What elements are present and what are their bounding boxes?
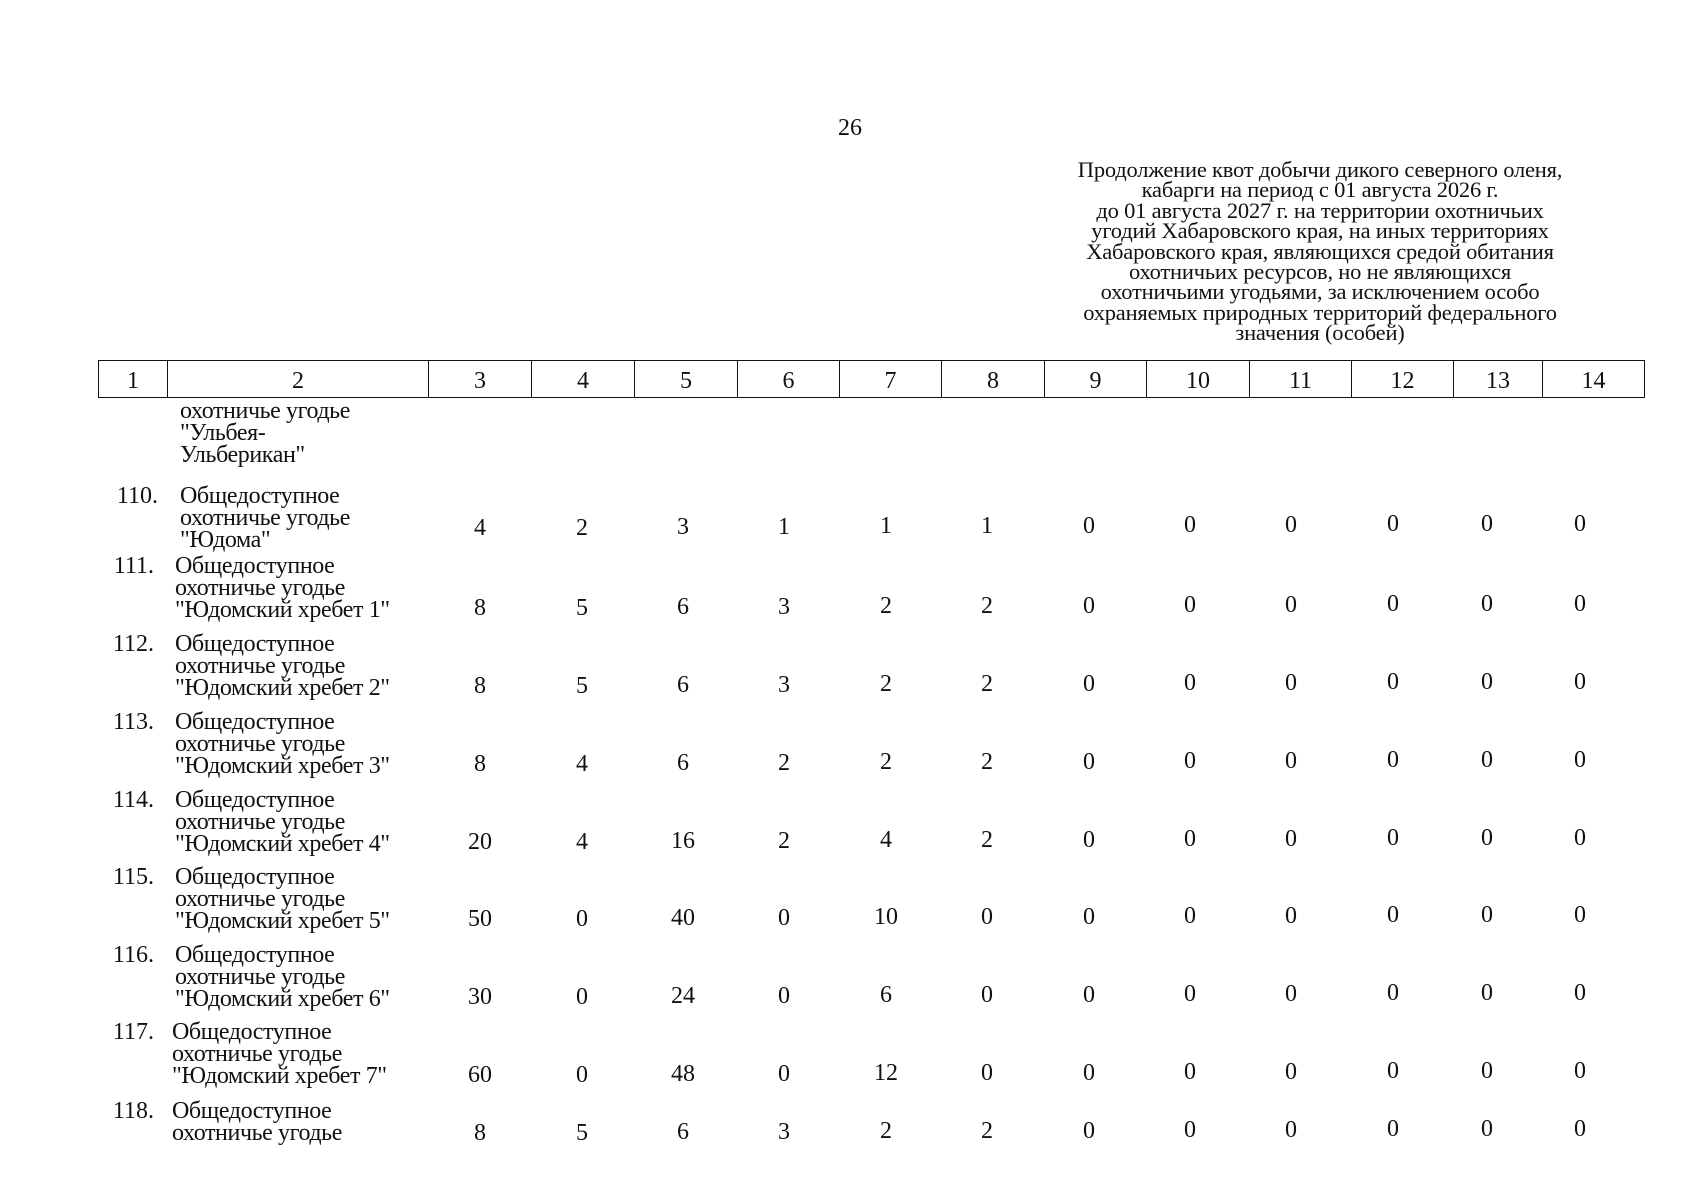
quota-cell-col-14: 0 [1574,979,1586,1006]
quota-cell-col-3: 20 [468,829,492,855]
row-number: 112. [112,631,154,657]
name-line: Общедоступное [172,1098,332,1124]
quota-cell-col-7: 1 [880,513,892,540]
quota-cell-col-9: 0 [1083,1117,1095,1144]
title-line: охотничьих ресурсов, но не являющихся [1128,259,1512,285]
quota-cell-col-7: 6 [880,982,892,1009]
quota-cell-col-7: 12 [874,1060,898,1087]
row-number: 118. [112,1098,154,1124]
quota-cell-col-5: 24 [671,983,695,1010]
quota-cell-col-13: 0 [1481,1116,1493,1142]
hunting-ground-name [180,400,440,466]
quota-cell-col-11: 0 [1285,511,1297,538]
quota-cell-col-7: 2 [880,749,892,776]
quota-cell-col-12: 0 [1387,980,1399,1007]
quota-cell-col-14: 0 [1574,901,1586,928]
quota-cell-col-9: 0 [1083,903,1095,930]
quota-cell-col-8: 2 [981,1118,993,1144]
name-line: охотничье угодье [175,964,345,990]
quota-cell-col-13: 0 [1481,902,1493,928]
quota-cell-col-14: 0 [1574,668,1586,695]
quota-cell-col-11: 0 [1285,902,1297,929]
hunting-ground-name [175,711,435,777]
quota-cell-col-14: 0 [1574,590,1586,617]
name-line: Общедоступное [175,631,335,657]
quota-cell-col-13: 0 [1481,747,1493,773]
quota-cell-col-10: 0 [1184,826,1196,853]
quota-cell-col-11: 0 [1285,980,1297,1007]
name-line: Ульберикан" [180,442,305,468]
quota-cell-col-11: 0 [1285,591,1297,618]
title-line: охраняемых природных территорий федерального [1083,299,1557,325]
quota-cell-col-3: 4 [474,515,486,541]
name-line: охотничье угодье [175,653,345,679]
quota-cell-col-7: 4 [880,827,892,854]
quota-cell-col-10: 0 [1184,981,1196,1008]
column-header-9: 9 [1045,361,1147,398]
quota-cell-col-8: 2 [981,749,993,775]
row-number: 115. [112,864,154,890]
column-header-10: 10 [1147,361,1250,398]
quota-cell-col-7: 2 [880,593,892,620]
quota-cell-col-10: 0 [1184,592,1196,619]
quota-cell-col-13: 0 [1481,591,1493,617]
quota-cell-col-4: 2 [576,514,588,541]
name-line: "Ульбея- [180,420,266,446]
name-line: "Юдомский хребет 7" [172,1063,387,1089]
quota-cell-col-10: 0 [1184,670,1196,697]
row-number: 116. [112,942,154,968]
name-line: Общедоступное [172,1019,332,1045]
column-header-6: 6 [738,361,840,398]
quota-cell-col-3: 8 [474,1120,486,1146]
name-line: охотничье угодье [180,505,350,531]
quota-cell-col-13: 0 [1481,1058,1493,1084]
name-line: "Юдома" [180,527,271,553]
title-line: Хабаровского края, являющихся средой обитания [1086,238,1554,264]
quota-cell-col-9: 0 [1083,1059,1095,1086]
name-line: "Юдомский хребет 5" [175,908,390,934]
quota-cell-col-14: 0 [1574,510,1586,537]
column-header-8: 8 [942,361,1045,398]
quota-cell-col-12: 0 [1387,1058,1399,1085]
quota-cell-col-5: 6 [677,672,689,699]
title-line: охотничьими угодьями, за исключением особо [1100,279,1540,305]
quota-cell-col-13: 0 [1481,980,1493,1006]
quota-cell-col-11: 0 [1285,669,1297,696]
quota-cell-col-9: 0 [1083,592,1095,619]
column-header-12: 12 [1352,361,1454,398]
quota-cell-col-6: 3 [778,671,790,698]
quota-cell-col-10: 0 [1184,748,1196,775]
hunting-ground-name [172,1021,432,1087]
quota-cell-col-12: 0 [1387,747,1399,774]
quota-cell-col-4: 0 [576,905,588,932]
quota-cell-col-14: 0 [1574,746,1586,773]
quota-cell-col-12: 0 [1387,591,1399,618]
quota-cell-col-9: 0 [1083,981,1095,1008]
name-line: Общедоступное [175,553,335,579]
quota-cell-col-6: 0 [778,982,790,1009]
quota-cell-col-3: 60 [468,1062,492,1088]
title-line: значения (особей) [1235,320,1405,346]
name-line: охотничье угодье [180,398,350,424]
column-header-7: 7 [840,361,942,398]
column-header-4: 4 [532,361,635,398]
quota-cell-col-6: 0 [778,904,790,931]
quota-cell-col-10: 0 [1184,903,1196,930]
quota-cell-col-3: 8 [474,595,486,621]
row-number: 113. [112,709,154,735]
quota-cell-col-8: 1 [981,513,993,539]
quota-cell-col-12: 0 [1387,669,1399,696]
quota-cell-col-5: 6 [677,594,689,621]
name-line: "Юдомский хребет 3" [175,753,390,779]
quota-cell-col-5: 6 [677,1119,689,1146]
name-line: "Юдомский хребет 6" [175,986,390,1012]
quota-cell-col-4: 0 [576,1061,588,1088]
quota-cell-col-9: 0 [1083,826,1095,853]
title-line: кабарги на период с 01 августа 2026 г. [1141,177,1499,203]
quota-cell-col-5: 3 [677,514,689,541]
quota-cell-col-3: 8 [474,751,486,777]
quota-cell-col-8: 0 [981,904,993,930]
quota-cell-col-4: 5 [576,672,588,699]
quota-cell-col-8: 2 [981,593,993,619]
quota-cell-col-12: 0 [1387,825,1399,852]
page-number: 26 [838,115,862,141]
quota-cell-col-8: 2 [981,671,993,697]
column-header-11: 11 [1250,361,1352,398]
column-header-1: 1 [99,361,168,398]
quota-cell-col-12: 0 [1387,511,1399,538]
quota-cell-col-9: 0 [1083,670,1095,697]
name-line: охотничье угодье [175,809,345,835]
quota-cell-col-6: 3 [778,1118,790,1145]
quota-cell-col-9: 0 [1083,748,1095,775]
name-line: охотничье угодье [172,1041,342,1067]
name-line: Общедоступное [175,787,335,813]
column-header-3: 3 [429,361,532,398]
title-line: Продолжение квот добычи дикого северного оленя, [1077,157,1563,182]
column-header-14: 14 [1543,361,1645,398]
quota-cell-col-5: 48 [671,1061,695,1088]
quota-cell-col-4: 4 [576,828,588,855]
quota-cell-col-8: 2 [981,827,993,853]
quota-cell-col-4: 5 [576,594,588,621]
hunting-ground-name [175,633,435,699]
row-number: 111. [113,553,154,579]
column-header-13: 13 [1454,361,1543,398]
quota-cell-col-5: 40 [671,905,695,932]
hunting-ground-name [175,789,435,855]
column-header-5: 5 [635,361,738,398]
name-line: охотничье угодье [172,1120,342,1146]
name-line: "Юдомский хребет 1" [175,597,390,623]
quota-cell-col-10: 0 [1184,512,1196,539]
hunting-ground-name [175,944,435,1010]
quota-cell-col-11: 0 [1285,1058,1297,1085]
quota-cell-col-3: 30 [468,984,492,1010]
quota-cell-col-9: 0 [1083,512,1095,539]
quota-cell-col-3: 8 [474,673,486,699]
quota-cell-col-12: 0 [1387,902,1399,929]
quota-cell-col-13: 0 [1481,669,1493,695]
name-line: Общедоступное [175,864,335,890]
quota-cell-col-13: 0 [1481,511,1493,537]
hunting-ground-name [175,866,435,932]
quota-cell-col-7: 2 [880,671,892,698]
quota-cell-col-6: 2 [778,749,790,776]
quota-cell-col-14: 0 [1574,824,1586,851]
quota-cell-col-14: 0 [1574,1057,1586,1084]
quota-cell-col-6: 1 [778,513,790,540]
name-line: охотничье угодье [175,575,345,601]
quota-cell-col-8: 0 [981,1060,993,1086]
quota-cell-col-11: 0 [1285,747,1297,774]
name-line: охотничье угодье [175,731,345,757]
quota-cell-col-14: 0 [1574,1115,1586,1142]
name-line: "Юдомский хребет 4" [175,831,390,857]
quota-cell-col-12: 0 [1387,1116,1399,1143]
quota-cell-col-13: 0 [1481,825,1493,851]
quota-cell-col-5: 16 [671,828,695,855]
row-number: 114. [112,787,154,813]
quota-cell-col-4: 0 [576,983,588,1010]
quota-cell-col-4: 4 [576,750,588,777]
name-line: Общедоступное [180,483,340,509]
name-line: Общедоступное [175,942,335,968]
quota-cell-col-10: 0 [1184,1117,1196,1144]
row-number: 110. [116,483,158,509]
quota-cell-col-7: 2 [880,1118,892,1145]
quota-cell-col-4: 5 [576,1119,588,1146]
quota-cell-col-6: 0 [778,1060,790,1087]
title-line: угодий Хабаровского края, на иных территориях [1091,218,1549,244]
name-line: охотничье угодье [175,886,345,912]
name-line: Общедоступное [175,709,335,735]
row-number: 117. [112,1019,154,1045]
quota-cell-col-11: 0 [1285,1116,1297,1143]
hunting-ground-name [172,1100,432,1144]
quota-cell-col-5: 6 [677,750,689,777]
title-line: до 01 августа 2027 г. на территории охотничьих [1096,197,1544,223]
hunting-ground-name [175,555,435,621]
hunting-ground-name [180,485,440,551]
quota-cell-col-6: 3 [778,593,790,620]
name-line: "Юдомский хребет 2" [175,675,390,701]
quota-cell-col-7: 10 [874,904,898,931]
column-header-2: 2 [168,361,429,398]
quota-cell-col-6: 2 [778,827,790,854]
quota-cell-col-10: 0 [1184,1059,1196,1086]
quota-cell-col-3: 50 [468,906,492,932]
quota-cell-col-8: 0 [981,982,993,1008]
quota-cell-col-11: 0 [1285,825,1297,852]
